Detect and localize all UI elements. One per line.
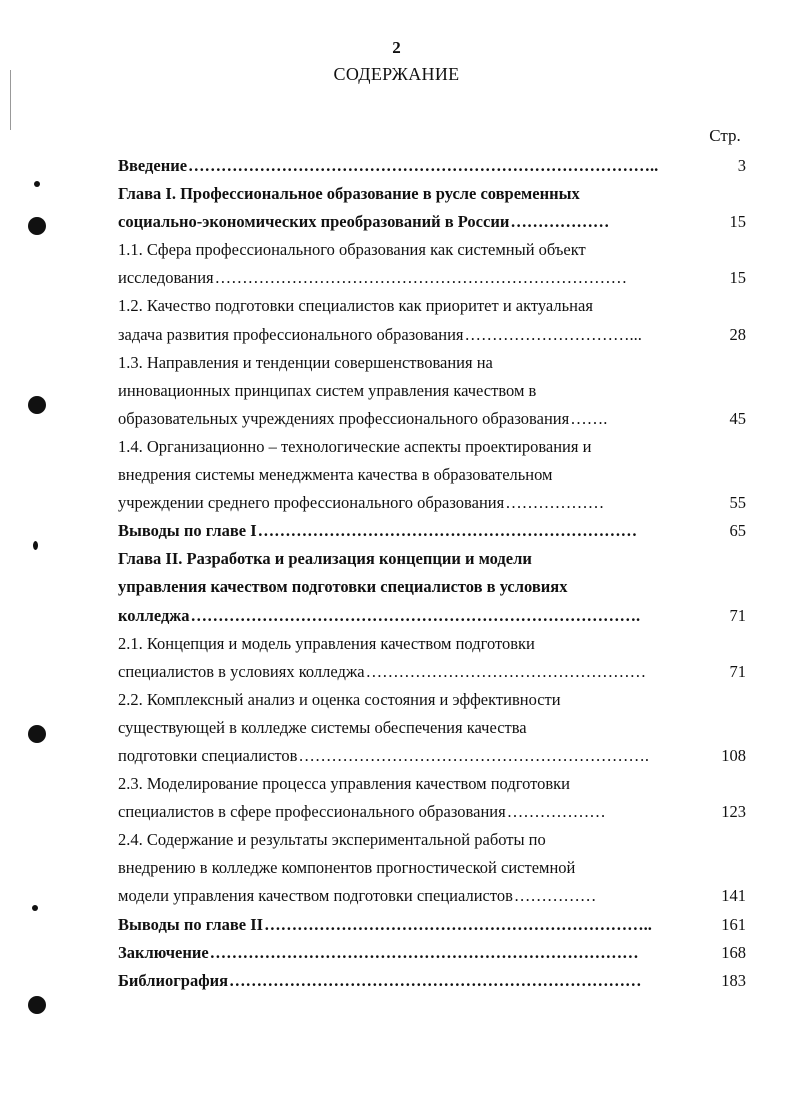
toc-page-number: 15 xyxy=(729,268,746,288)
toc-page-number: 65 xyxy=(729,521,746,541)
toc-entry-title: Выводы по главе I xyxy=(118,521,257,541)
toc-entry xyxy=(118,939,746,967)
toc-leader-dots: ………………………………………………………………… xyxy=(214,268,628,288)
toc-entry-title: задача развития профессионального образования xyxy=(118,324,464,344)
binder-hole-mark xyxy=(32,905,38,911)
toc-page-number: 71 xyxy=(729,605,746,625)
toc-leader-dots: ……………… xyxy=(510,212,610,232)
toc-line xyxy=(118,854,746,882)
toc-entry xyxy=(118,686,746,770)
binding-line xyxy=(10,70,11,130)
toc-line xyxy=(118,208,746,236)
toc-page-number: 161 xyxy=(721,914,746,934)
binder-hole-mark xyxy=(33,541,38,550)
toc-entry-title: колледжа xyxy=(118,605,190,625)
toc-line xyxy=(118,377,746,405)
toc-page-number: 183 xyxy=(721,970,746,990)
toc-line xyxy=(118,602,746,630)
toc-entry-title: специалистов в условиях колледжа xyxy=(118,661,365,681)
toc-line xyxy=(118,630,746,658)
toc-leader-dots: ………………………………………………………………… xyxy=(229,970,642,990)
toc-entry-title: 1.4. Организационно – технологические аспекты проектирования и xyxy=(118,436,592,456)
toc-entry xyxy=(118,545,746,629)
toc-line xyxy=(118,517,746,545)
toc-page-number: 123 xyxy=(721,802,746,822)
toc-line xyxy=(118,742,746,770)
toc-entry-title: учреждении среднего профессионального образования xyxy=(118,493,505,513)
binder-hole-mark xyxy=(28,996,46,1014)
toc-line xyxy=(118,545,746,573)
toc-line xyxy=(118,292,746,320)
toc-entry xyxy=(118,236,746,292)
toc-entry-title: Выводы по главе II xyxy=(118,914,264,934)
toc-leader-dots: …………………………... xyxy=(464,324,642,344)
toc-entry xyxy=(118,180,746,236)
toc-entry-title: внедрения системы менеджмента качества в образовательном xyxy=(118,465,553,485)
toc-entry-title: специалистов в сфере профессионального образования xyxy=(118,802,506,822)
toc-entry-title: внедрению в колледже компонентов прогностической системной xyxy=(118,858,576,878)
page-number: 2 xyxy=(392,38,401,57)
toc-entry-title: подготовки специалистов xyxy=(118,745,298,765)
toc-entry xyxy=(118,292,746,348)
toc-entry-title: модели управления качеством подготовки специалистов xyxy=(118,886,513,906)
toc-entry xyxy=(118,770,746,826)
toc-line xyxy=(118,798,746,826)
toc-page-number: 55 xyxy=(729,493,746,513)
toc-page-number: 3 xyxy=(737,156,746,175)
toc-line xyxy=(118,826,746,854)
toc-line xyxy=(118,770,746,798)
toc-line xyxy=(118,882,746,910)
toc-line xyxy=(118,433,746,461)
toc-line xyxy=(118,911,746,939)
toc-entry-title: Заключение xyxy=(118,942,209,962)
toc-line xyxy=(118,349,746,377)
toc-line xyxy=(118,967,746,995)
toc-entry-title: 2.3. Моделирование процесса управления качеством подготовки xyxy=(118,774,570,794)
toc-entry xyxy=(118,911,746,939)
toc-line xyxy=(118,658,746,686)
toc-page-number: 15 xyxy=(729,212,746,232)
binder-hole-mark xyxy=(34,181,40,187)
toc-entry xyxy=(118,152,746,180)
toc-line xyxy=(118,939,746,967)
toc-leader-dots: …………… xyxy=(513,886,597,906)
toc-entry-title: 2.1. Концепция и модель управления качеством подготовки xyxy=(118,633,535,653)
toc-line xyxy=(118,321,746,349)
toc-line xyxy=(118,461,746,489)
toc-leader-dots: ………………………………………………………………………….. xyxy=(188,156,659,175)
toc-leader-dots: …………………………………………………………… xyxy=(257,521,638,541)
toc-entry-title: 1.1. Сфера профессионального образования как системный объект xyxy=(118,240,586,260)
toc-page-number: 141 xyxy=(721,886,746,906)
toc-leader-dots: ……………… xyxy=(506,802,606,822)
toc-page-number: 168 xyxy=(721,942,746,962)
binder-hole-mark xyxy=(28,217,46,235)
toc-leader-dots: ……………… xyxy=(505,493,605,513)
toc-leader-dots: ………………………………………………………………………. xyxy=(190,605,641,625)
toc-entry-title: управления качеством подготовки специалистов в условиях xyxy=(118,577,568,597)
toc-entry-title: 2.4. Содержание и результаты экспериментальной работы по xyxy=(118,830,546,850)
page-title: СОДЕРЖАНИЕ xyxy=(333,64,460,84)
binder-hole-mark xyxy=(28,396,46,414)
toc-page-number: 71 xyxy=(729,661,746,681)
toc-entry-title: исследования xyxy=(118,268,214,288)
toc-entry xyxy=(118,349,746,433)
toc-page-number: 108 xyxy=(721,745,746,765)
toc-line xyxy=(118,714,746,742)
toc-entry-title: 1.3. Направления и тенденции совершенствования на xyxy=(118,352,493,372)
toc-entry-title: социально-экономических преобразований в России xyxy=(118,212,510,232)
toc-entry-title: Глава I. Профессиональное образование в русле современных xyxy=(118,184,580,204)
toc-entry-title: 2.2. Комплексный анализ и оценка состояния и эффективности xyxy=(118,689,561,709)
toc-entry xyxy=(118,967,746,995)
toc-entry-title: существующей в колледже системы обеспечения качества xyxy=(118,717,527,737)
toc-entry-title: Библиография xyxy=(118,970,229,990)
toc-entry-title: образовательных учреждениях профессионального образования xyxy=(118,408,570,428)
toc-entry xyxy=(118,826,746,910)
toc-leader-dots: ……. xyxy=(570,408,608,428)
toc-page-number: 45 xyxy=(729,408,746,428)
toc-entry-title: Глава II. Разработка и реализация концепции и модели xyxy=(118,549,532,569)
toc xyxy=(118,152,746,995)
toc-entry-title: Введение xyxy=(118,156,188,175)
binder-hole-mark xyxy=(28,725,46,743)
toc-line xyxy=(118,152,746,180)
toc-leader-dots: ………………………………………………………. xyxy=(298,745,650,765)
toc-line xyxy=(118,686,746,714)
toc-line xyxy=(118,236,746,264)
toc-page-number: 28 xyxy=(729,324,746,344)
toc-leader-dots: …………………………………………………………………… xyxy=(209,942,639,962)
toc-line xyxy=(118,489,746,517)
toc-entry xyxy=(118,630,746,686)
toc-line xyxy=(118,264,746,292)
toc-line xyxy=(118,180,746,208)
page-column-header: Стр. xyxy=(709,126,741,145)
toc-line xyxy=(118,573,746,601)
toc-entry xyxy=(118,517,746,545)
toc-line xyxy=(118,405,746,433)
toc-entry-title: 1.2. Качество подготовки специалистов как приоритет и актуальная xyxy=(118,296,593,316)
toc-entry-title: инновационных принципах систем управления качеством в xyxy=(118,380,537,400)
toc-leader-dots: …………………………………………… xyxy=(365,661,647,681)
toc-entry xyxy=(118,433,746,517)
toc-leader-dots: …………………………………………………………….. xyxy=(264,914,652,934)
